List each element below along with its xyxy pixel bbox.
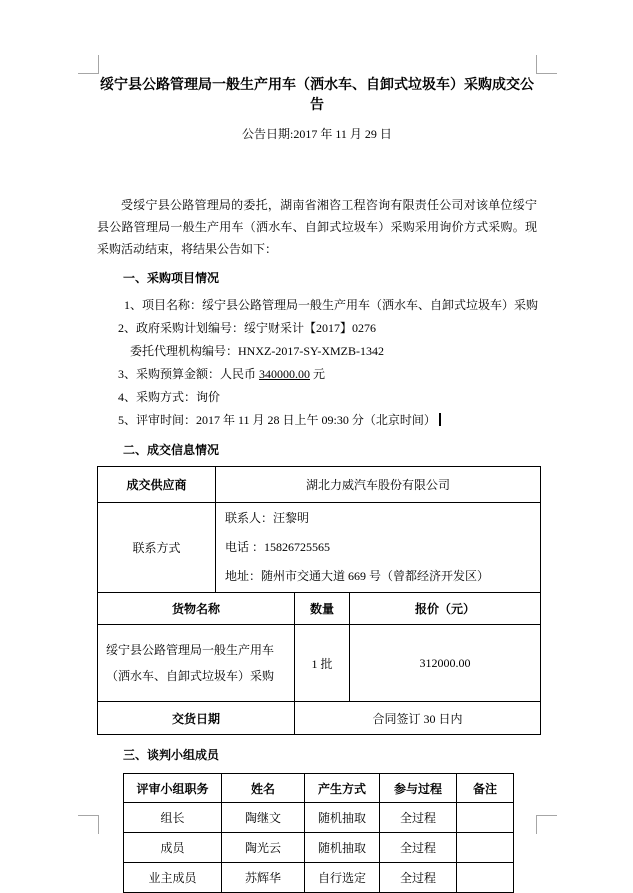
intro-paragraph: 受绥宁县公路管理局的委托，湖南省湘咨工程咨询有限责任公司对该单位绥宁县公路管理局一般生产用车（洒水车、自卸式垃圾车）采购采用询价方式采购。现采购活动结束，将结果公告如下：	[97, 198, 537, 256]
col-remarks-header: 备注	[457, 774, 514, 803]
section2-heading: 二、成交信息情况	[123, 443, 220, 457]
item-project-name: 1、项目名称：绥宁县公路管理局一般生产用车（洒水车、自卸式垃圾车）采购	[124, 298, 539, 312]
budget-suffix: 元	[310, 367, 326, 381]
review-time-text: 5、评审时间：2017 年 11 月 28 日上午 09:30 分（北京时间）	[118, 413, 436, 427]
contact-info-cell	[216, 503, 541, 593]
member-name: 陶光云	[222, 833, 305, 863]
margin-mark-bottom-right	[536, 815, 557, 834]
table-row	[98, 702, 541, 735]
member-name: 陶继文	[222, 803, 305, 833]
table-row	[98, 467, 541, 503]
table-row	[98, 625, 541, 702]
table-row	[124, 833, 514, 863]
contact-address: 地址：随州市交通大道 669 号（曾都经济开发区）	[225, 569, 490, 583]
table-header-row	[124, 774, 514, 803]
contact-person: 联系人：汪黎明	[225, 511, 310, 525]
member-remarks	[457, 833, 514, 863]
award-info-table	[97, 466, 541, 735]
member-name: 苏辉华	[222, 863, 305, 893]
table-row	[98, 503, 541, 593]
contact-label-cell: 联系方式	[98, 503, 216, 593]
goods-price-cell: 312000.00	[350, 625, 541, 702]
member-selection: 随机抽取	[305, 803, 380, 833]
item-method: 4、采购方式：询价	[118, 390, 221, 404]
panel-members-table	[123, 773, 514, 893]
goods-qty-header: 数量	[295, 593, 350, 625]
member-selection: 自行选定	[305, 863, 380, 893]
supplier-label-cell: 成交供应商	[98, 467, 216, 503]
delivery-label-cell: 交货日期	[98, 702, 295, 735]
section3-heading: 三、谈判小组成员	[123, 748, 220, 762]
member-role: 成员	[124, 833, 222, 863]
procurement-items	[97, 294, 537, 432]
item-review-time	[118, 409, 537, 432]
table-header-row	[98, 593, 541, 625]
member-remarks	[457, 803, 514, 833]
col-role-header: 评审小组职务	[124, 774, 222, 803]
item-agency-number: 委托代理机构编号：HNXZ-2017-SY-XMZB-1342	[130, 344, 384, 358]
member-participation: 全过程	[380, 833, 457, 863]
col-selection-header: 产生方式	[305, 774, 380, 803]
item-budget	[118, 363, 537, 386]
goods-name-cell: 绥宁县公路管理局一般生产用车（洒水车、自卸式垃圾车）采购	[98, 625, 295, 702]
budget-prefix: 3、采购预算金额：人民币	[118, 367, 260, 381]
goods-qty-cell: 1 批	[295, 625, 350, 702]
document-content	[97, 70, 537, 893]
contact-phone: 电话 ：15826725565	[225, 540, 331, 554]
budget-amount: 340000.00	[259, 367, 311, 381]
margin-mark-top-left	[78, 55, 99, 74]
col-participation-header: 参与过程	[380, 774, 457, 803]
member-role: 业主成员	[124, 863, 222, 893]
item-plan-number: 2、政府采购计划编号：绥宁财采计【2017】0276	[118, 321, 377, 335]
margin-mark-top-right	[536, 55, 557, 74]
delivery-value-cell: 合同签订 30 日内	[295, 702, 541, 735]
margin-mark-bottom-left	[78, 815, 99, 834]
announcement-date: 公告日期:2017 年 11 月 29 日	[242, 127, 392, 141]
page-title: 绥宁县公路管理局一般生产用车（洒水车、自卸式垃圾车）采购成交公告	[100, 76, 534, 112]
table-row	[124, 863, 514, 893]
supplier-name-cell: 湖北力威汽车股份有限公司	[216, 467, 541, 503]
text-cursor	[439, 413, 441, 426]
member-participation: 全过程	[380, 863, 457, 893]
member-role: 组长	[124, 803, 222, 833]
section1-heading: 一、采购项目情况	[123, 271, 220, 285]
member-selection: 随机抽取	[305, 833, 380, 863]
member-participation: 全过程	[380, 803, 457, 833]
member-remarks	[457, 863, 514, 893]
goods-name-header: 货物名称	[98, 593, 295, 625]
table-row	[124, 803, 514, 833]
col-name-header: 姓名	[222, 774, 305, 803]
goods-price-header: 报价（元）	[350, 593, 541, 625]
